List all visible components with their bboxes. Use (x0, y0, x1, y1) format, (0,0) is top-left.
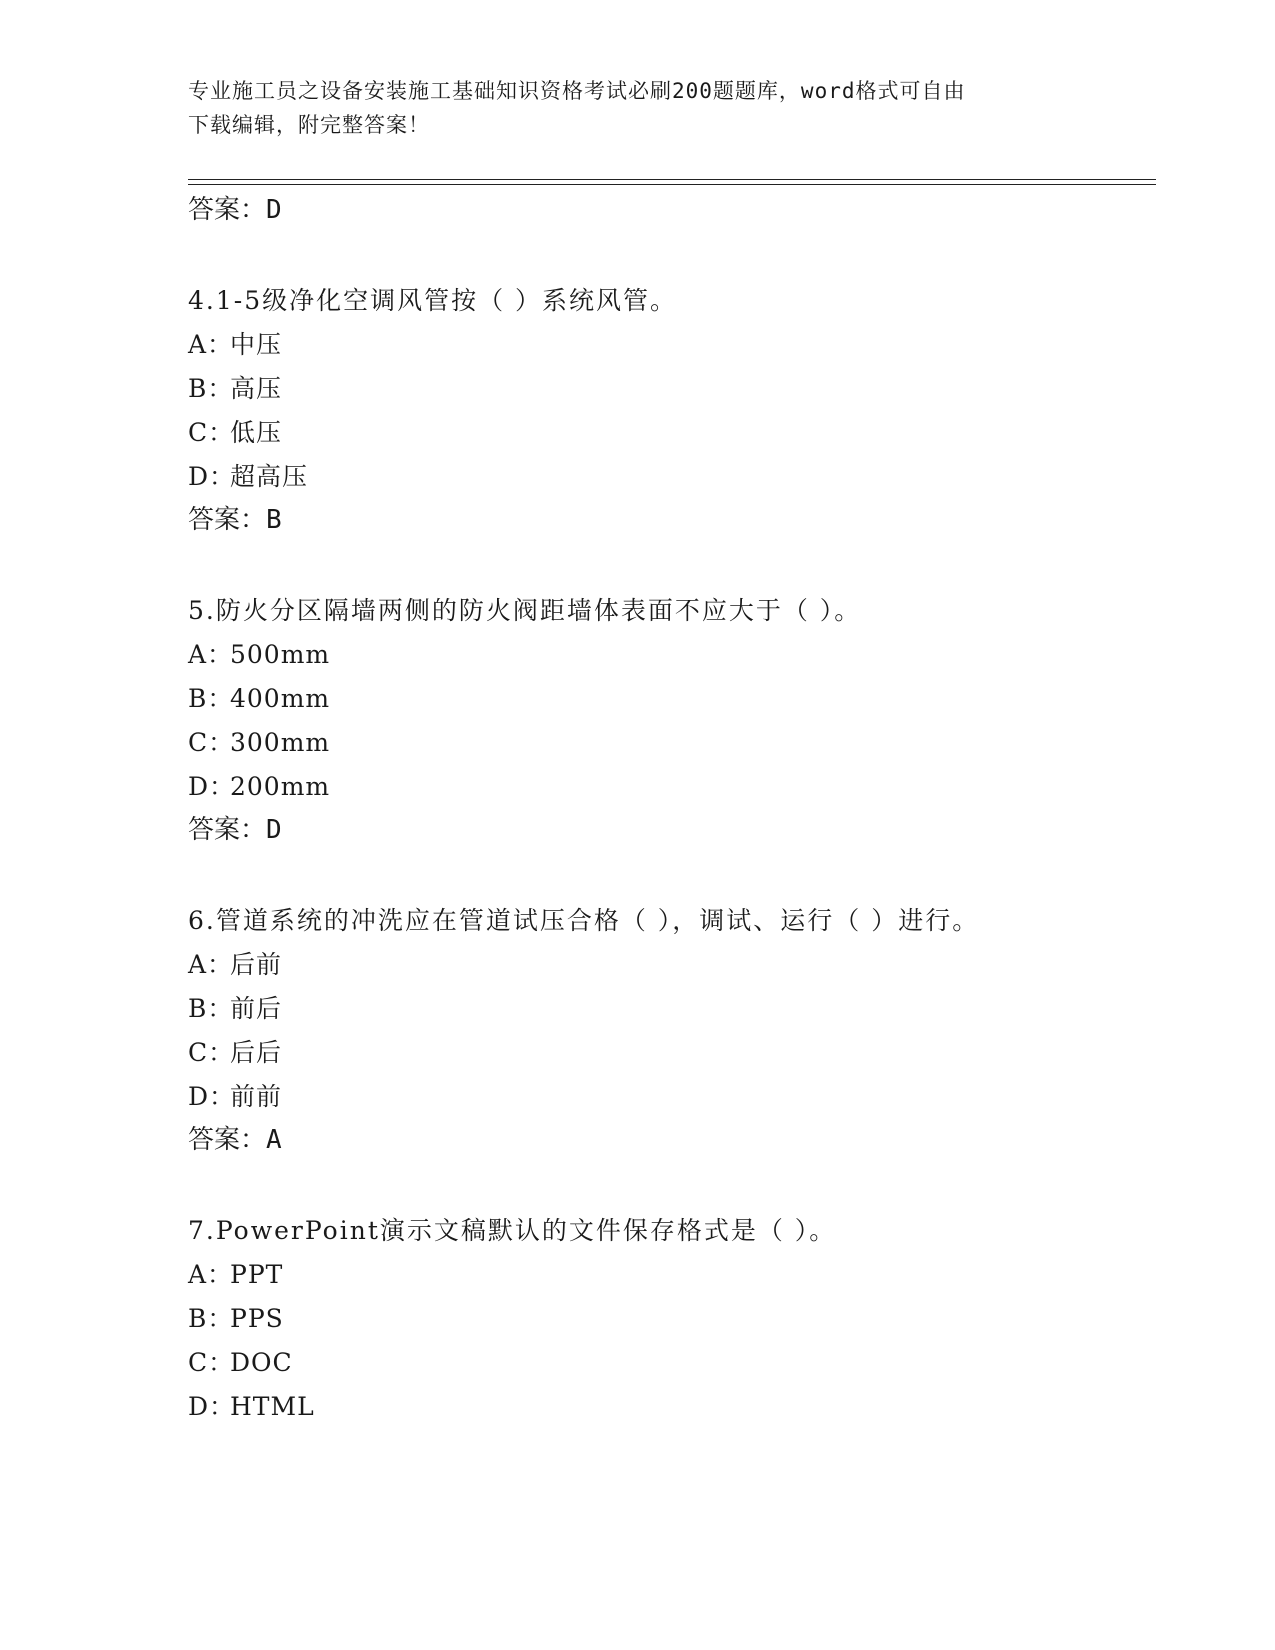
option-key: C： (188, 418, 235, 447)
option-6c (188, 1036, 282, 1070)
option-5b (188, 682, 330, 716)
header-line-2: 下载编辑，附完整答案！ (188, 113, 430, 137)
option-6b (188, 992, 282, 1026)
option-value: 500mm (230, 640, 331, 669)
option-value: 超高压 (230, 462, 309, 491)
option-key: C： (188, 1038, 235, 1067)
option-key: A： (188, 330, 234, 359)
option-7b (188, 1302, 284, 1336)
option-value: 后后 (230, 1038, 283, 1067)
question-7: 7.PowerPoint演示文稿默认的文件保存格式是（ ）。 (188, 1216, 837, 1245)
header-line-1: 专业施工员之设备安装施工基础知识资格考试必刷200题题库，word格式可自由 (188, 79, 966, 103)
option-4d (188, 460, 308, 494)
option-key: C： (188, 728, 235, 757)
header-divider-thin (188, 184, 1156, 185)
answer-6: 答案：A (188, 1125, 282, 1155)
option-key: B： (188, 994, 234, 1023)
document-header (188, 74, 1078, 142)
option-4c (188, 416, 282, 450)
option-key: B： (188, 1304, 234, 1333)
option-value: PPS (230, 1304, 284, 1333)
option-5c (188, 726, 330, 760)
option-key: D： (188, 1082, 236, 1111)
option-key: D： (188, 462, 236, 491)
option-value: 后前 (230, 950, 283, 979)
option-4b (188, 372, 282, 406)
option-4a (188, 328, 282, 362)
option-value: 400mm (230, 684, 331, 713)
option-key: C： (188, 1348, 235, 1377)
option-key: D： (188, 772, 236, 801)
option-value: 前前 (230, 1082, 283, 1111)
answer-5: 答案：D (188, 815, 282, 845)
option-value: 高压 (230, 374, 283, 403)
option-value: 前后 (230, 994, 283, 1023)
option-value: HTML (230, 1392, 315, 1421)
question-5: 5.防火分区隔墙两侧的防火阀距墙体表面不应大于（ ）。 (188, 596, 862, 625)
option-key: A： (188, 640, 234, 669)
header-divider-thick (188, 179, 1156, 180)
option-key: A： (188, 950, 234, 979)
option-value: DOC (230, 1348, 293, 1377)
option-key: B： (188, 684, 234, 713)
option-value: PPT (230, 1260, 284, 1289)
option-key: D： (188, 1392, 236, 1421)
option-7d (188, 1390, 315, 1424)
option-6d (188, 1080, 282, 1114)
answer-4: 答案：B (188, 505, 282, 535)
question-4: 4.1-5级净化空调风管按（ ）系统风管。 (188, 286, 678, 315)
option-7a (188, 1258, 283, 1292)
option-5a (188, 638, 330, 672)
answer-previous: 答案：D (188, 195, 282, 225)
option-5d (188, 770, 330, 804)
option-7c (188, 1346, 293, 1380)
option-value: 200mm (230, 772, 331, 801)
option-value: 中压 (230, 330, 283, 359)
option-key: A： (188, 1260, 234, 1289)
option-key: B： (188, 374, 234, 403)
option-value: 300mm (230, 728, 331, 757)
option-value: 低压 (230, 418, 283, 447)
question-6: 6.管道系统的冲洗应在管道试压合格（ ），调试、运行（ ）进行。 (188, 906, 980, 935)
option-6a (188, 948, 282, 982)
